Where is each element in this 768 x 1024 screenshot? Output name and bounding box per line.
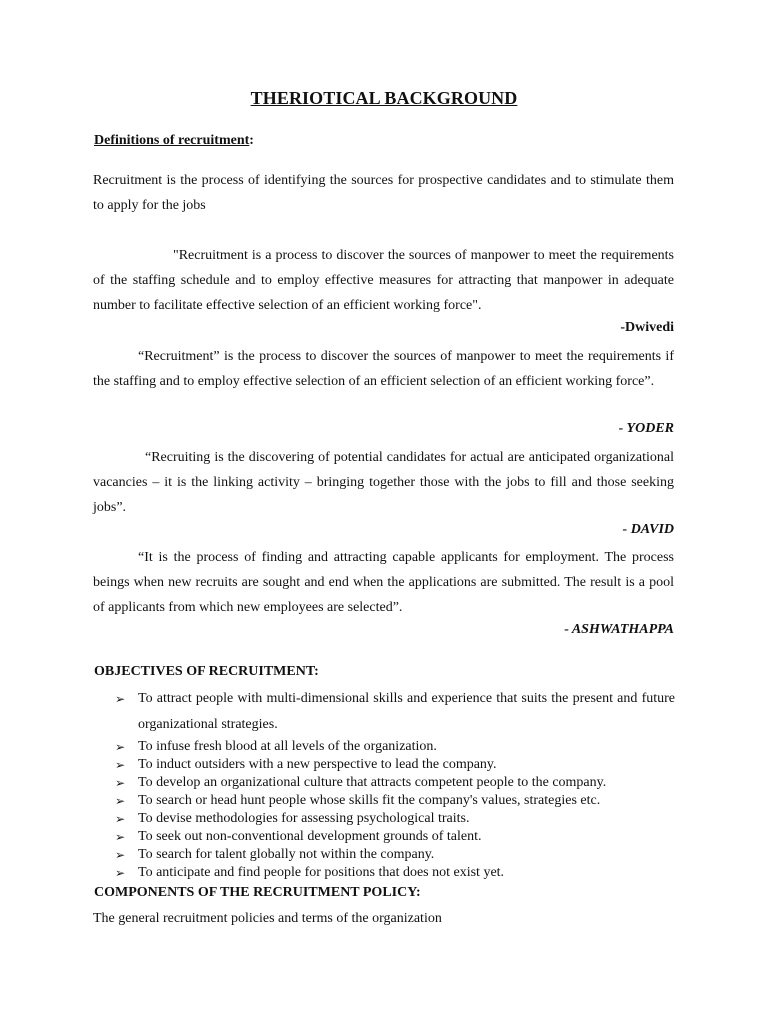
- list-item-text: To infuse fresh blood at all levels of the organization.: [138, 739, 437, 754]
- definitions-heading-colon: :: [249, 133, 254, 148]
- arrow-bullet-icon: ➢: [115, 830, 126, 844]
- document-title: THERIOTICAL BACKGROUND: [250, 88, 518, 108]
- definitions-heading: [94, 133, 254, 149]
- components-text: The general recruitment policies and terms of the organization: [93, 911, 442, 926]
- arrow-bullet-icon: ➢: [115, 740, 126, 754]
- quote-yoder: “Recruitment” is the process to discover the sources of manpower to meet the requirements if the staffing and to employ effective selection of an efficient selection of an efficient working force”.: [93, 349, 674, 389]
- arrow-bullet-icon: ➢: [115, 848, 126, 862]
- objectives-heading: OBJECTIVES OF RECRUITMENT:: [94, 664, 319, 679]
- arrow-bullet-icon: ➢: [115, 794, 126, 808]
- list-item-text: To search or head hunt people whose skills fit the company's values, strategies etc.: [138, 793, 601, 808]
- arrow-bullet-icon: ➢: [115, 758, 126, 772]
- definition-intro: Recruitment is the process of identifying the sources for prospective candidates and to stimulate them to apply for the jobs: [93, 173, 674, 213]
- list-item: [93, 864, 675, 882]
- list-item-text: To attract people with multi-dimensional skills and experience that suits the present and future organizational strategies.: [138, 691, 675, 732]
- definitions-heading-text: Definitions of recruitment: [94, 133, 250, 148]
- arrow-bullet-icon: ➢: [115, 812, 126, 826]
- list-item: [93, 792, 675, 810]
- list-item-text: To devise methodologies for assessing psychological traits.: [138, 811, 470, 826]
- list-item: [93, 686, 675, 738]
- objectives-list: [93, 686, 675, 882]
- list-item-text: To seek out non-conventional development grounds of talent.: [138, 829, 482, 844]
- list-item: [93, 828, 675, 846]
- list-item: [93, 810, 675, 828]
- components-heading: COMPONENTS OF THE RECRUITMENT POLICY:: [94, 885, 421, 900]
- list-item: [93, 738, 675, 756]
- list-item-text: To develop an organizational culture that attracts competent people to the company.: [138, 775, 607, 790]
- list-item-text: To induct outsiders with a new perspective to lead the company.: [138, 757, 497, 772]
- arrow-bullet-icon: ➢: [115, 866, 126, 880]
- list-item-text: To anticipate and find people for positions that does not exist yet.: [138, 865, 505, 880]
- attribution-dwivedi: -Dwivedi: [620, 320, 674, 335]
- arrow-bullet-icon: ➢: [115, 776, 126, 790]
- list-item: [93, 774, 675, 792]
- list-item: [93, 756, 675, 774]
- quote-dwivedi: "Recruitment is a process to discover the sources of manpower to meet the requirements of the staffing schedule and to employ effective measures for attracting that manpower in adequate number to facilitate effective selection of an efficient working force".: [93, 248, 674, 313]
- list-item: [93, 846, 675, 864]
- attribution-yoder: - YODER: [618, 421, 674, 436]
- attribution-david: - DAVID: [622, 522, 674, 537]
- attribution-ashwathappa: - ASHWATHAPPA: [564, 622, 674, 637]
- quote-ashwathappa: “It is the process of finding and attracting capable applicants for employment. The process beings when new recruits are sought and end when the applications are submitted. The result is a pool of applicants from which new employees are selected”.: [93, 550, 674, 615]
- list-item-text: To search for talent globally not within the company.: [138, 847, 435, 862]
- quote-david: “Recruiting is the discovering of potential candidates for actual are anticipated organizational vacancies – it is the linking activity – bringing together those with the jobs to fill and those seeking jobs”.: [93, 450, 674, 515]
- arrow-bullet-icon: ➢: [115, 692, 126, 706]
